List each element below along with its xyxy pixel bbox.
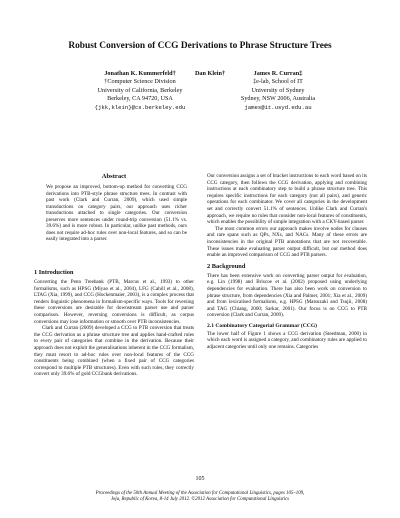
author-block-curran — [228, 70, 328, 112]
paragraph: Our conversion assigns a set of bracket instructions to each word based on its CCG category, then follows the CCG derivation, applying and combining instructions at each combinatory step to build a phrase structure tree. This requires specific instructions for each category (not all pairs), and generic operations for each combinator. We cover all categories in the development set and correctly convert 51.1% of sentences. Unlike Clark and Curran's approach, we require no rules that consider non-local features of constituents, which enables the possibility of simple integration with a CKY-based parser. — [207, 173, 367, 226]
abstract-text: We propose an improved, bottom-up method for converting CCG derivations into PTB-style phrase structure trees. In contrast with past work (Clark and Curran, 2009), which used simple transductions on category pairs, our approach uses richer transductions attached to single categories. Our conversion preserves more sentences under round-trip conversion (51.1% vs. 39.6%) and is more robust. In particular, unlike past methods, ours does not require ad-hoc rules over non-local features, and so can be easily integrated into a parser. — [46, 184, 187, 243]
author-location: Sydney, NSW 2006, Australia — [240, 95, 316, 103]
footer-line: Proceedings of the 50th Annual Meeting of the Association for Computational Linguistics, pages 105–109, — [95, 491, 305, 496]
author-block-klein — [190, 70, 230, 78]
page-number: 105 — [195, 476, 205, 482]
author-institution: University of Sydney — [251, 86, 305, 94]
author-name: Jonathan K. Kummerfeld† — [104, 70, 176, 77]
author-name: Dan Klein† — [194, 70, 226, 77]
paragraph: There has been extensive work on converting parser output for evaluation, e.g. Lin (1998) and Briscoe et al. (2002) proposed using underlying dependencies for evaluation. There has also been work on conversion to phrase structure, from dependencies (Xia and Palmer, 2001; Xia et al., 2009) and from lexicalised formalisms, e.g. HPSG (Matsuzaki and Tsujii, 2008) and TAG (Chiang, 2000; Sarkar, 2001). Our focus is on CCG to PTB conversion (Clark and Curran, 2009). — [207, 272, 367, 319]
abstract-heading: Abstract — [101, 173, 127, 180]
subsection-heading-ccg: 2.1 Combinatory Categorial Grammar (CCG) — [207, 322, 318, 329]
paragraph: Converting the Penn Treebank (PTB, Marcus et al., 1993) to other formalisms, such as HPSG (Miyao et al., 2004), LFG (Cahill et al., 2008), LTAG (Xia, 1999), and CCG (Hockenmaier, 2003), is a complex process that renders linguistic phenomena in formalism-specific ways. Tools for reversing these conversions are desirable for downstream parser use and parser comparison. However, reversing conversions is difficult, as corpus conversions may lose information or smooth over PTB inconsistencies. — [34, 279, 194, 325]
author-institution: University of California, Berkeley — [97, 86, 183, 94]
right-column — [207, 173, 367, 351]
paragraph: The most common errors our approach makes involve nodes for clauses and rare spans such as QPs, NXs, and NACs. Many of these errors are inconsistencies in the original PTB annotations that are not recoverable. These issues make evaluating parser output difficult, but our method does enable an improved comparison of CCG and PTB parsers. — [207, 225, 367, 259]
author-location: Berkeley, CA 94720, USA — [107, 95, 173, 103]
author-block-kummerfeld — [80, 70, 200, 112]
author-email: {jkk,klein}@cs.berkeley.edu — [94, 103, 186, 111]
author-affiliation: †Computer Science Division — [104, 78, 176, 86]
author-name: James R. Curran‡ — [253, 70, 303, 77]
section-heading-introduction: 1 Introduction — [34, 269, 74, 276]
author-affiliation: ‡e-lab, School of IT — [253, 78, 303, 86]
proceedings-footer — [0, 491, 400, 503]
paragraph: Clark and Curran (2009) developed a CCG to PTB conversion that treats the CCG derivation as a phrase structure tree and applies hand-crafted rules to every pair of categories that combine in the derivation. Because their approach does not exploit the generalisations inherent in the CCG formalism, they must resort to ad-hoc rules over non-local features of the CCG constituents being combined (when a fixed pair of CCG categories correspond to multiple PTB structures). Even with such rules, they correctly convert only 39.6% of gold CCGbank derivations. — [34, 325, 194, 378]
left-column — [34, 265, 194, 378]
section-heading-background: 2 Background — [207, 262, 246, 270]
paper-title: Robust Conversion of CCG Derivations to Phrase Structure Trees — [68, 41, 332, 51]
author-email: james@it.usyd.edu.au — [244, 103, 312, 111]
paragraph: The lower half of Figure 1 shows a CCG derivation (Steedman, 2000) in which each word is assigned a category, and combinatory rules are applied to adjacent categories until only one remains. Categories — [207, 330, 367, 351]
footer-line: Jeju, Republic of Korea, 8-14 July 2012. ©2012 Association for Computational Linguistics — [110, 497, 290, 503]
